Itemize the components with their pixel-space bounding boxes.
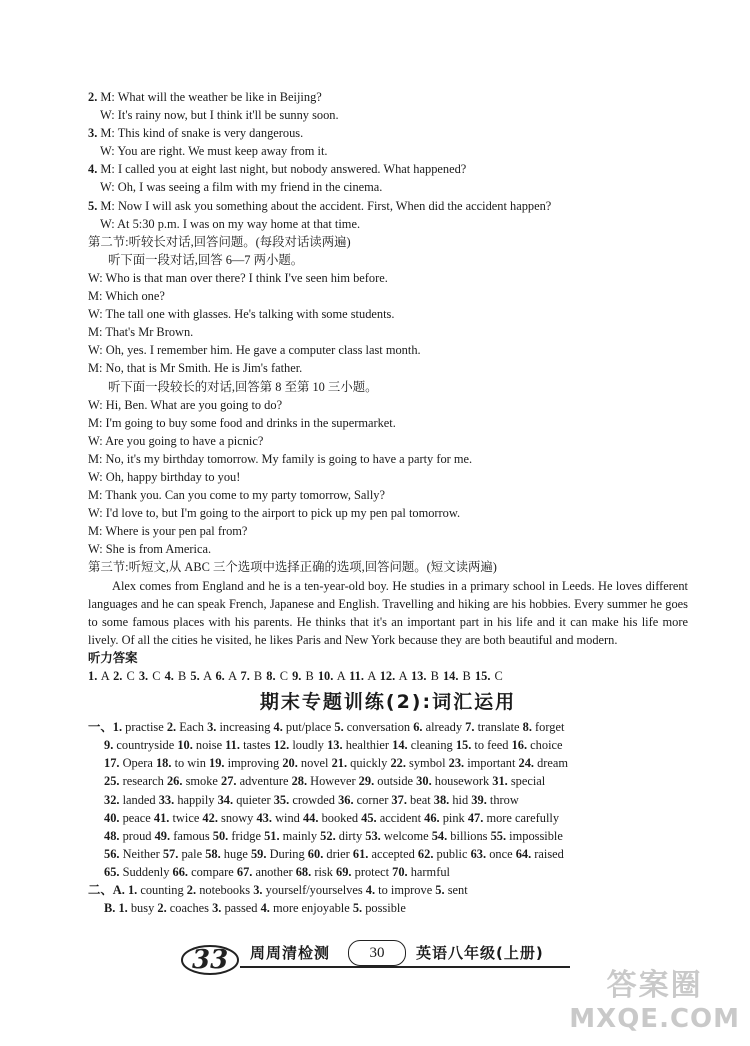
section-title: 期末专题训练(2):词汇运用 (259, 691, 517, 714)
part2-row-a (88, 881, 688, 899)
vocab-item: 43. wind (256, 810, 303, 825)
dialog-question: 3. M: This kind of snake is very dangerous. (88, 126, 304, 141)
vocab-item: 17. Opera (104, 756, 156, 771)
dialog-answer: W: At 5:30 p.m. I was on my way home at that time. (100, 216, 361, 231)
answer-item: 14. B (442, 669, 475, 683)
part2-item: 5. sent (435, 883, 468, 898)
vocab-item: 39. throw (471, 792, 519, 807)
vocab-item: 67. another (236, 864, 296, 879)
vocab-item: 59. During (250, 846, 308, 861)
vocab-item: 27. adventure (221, 774, 292, 789)
footer-book-title: 英语八年级(上册) (416, 944, 544, 962)
part2-item: 4. to improve (365, 883, 436, 898)
conversation-line: M: Which one? (88, 289, 165, 304)
dialog-number: 2. (88, 90, 98, 104)
part2-item: 3. passed (212, 901, 261, 916)
vocab-item: 21. quickly (331, 756, 391, 771)
conversation-2 (88, 396, 688, 559)
dialog-answer: W: Oh, I was seeing a film with my friend in the cinema. (100, 180, 383, 195)
vocab-item: 55. impossible (490, 828, 563, 843)
answer-item: 12. A (379, 669, 411, 683)
vocab-item: 14. cleaning (392, 738, 456, 753)
vocab-row (88, 791, 688, 809)
dialog-question: 5. M: Now I will ask you something about the accident. First, When did the accident happen? (88, 198, 552, 213)
answer-item: 5. A (190, 669, 216, 683)
conversation-line: M: That's Mr Brown. (88, 325, 194, 340)
part2-item: 1. counting (127, 883, 187, 898)
dialog-number: 4. (88, 162, 98, 177)
vocab-item: 20. novel (282, 756, 332, 771)
conversation-line: M: No, it's my birthday tomorrow. My family is going to have a party for me. (88, 451, 473, 466)
vocab-item: 25. research (104, 774, 167, 789)
answer-item: 11. A (349, 669, 380, 683)
answer-item: 3. C (138, 669, 165, 683)
conversation-line: W: Who is that man over there? I think I've seen him before. (88, 270, 388, 285)
vocab-row (88, 736, 688, 754)
part2-item: 2. coaches (157, 901, 213, 916)
answer-item: 4. B (164, 669, 191, 683)
section2-instruction-2: 听下面一段较长的对话,回答第 8 至第 10 三小题。 (108, 379, 378, 394)
part2-label: 二、 (88, 883, 113, 898)
vocab-item: 1. practise (112, 720, 167, 735)
vocab-item: 38. hid (433, 792, 472, 807)
conversation-line: M: Thank you. Can you come to my party tomorrow, Sally? (88, 488, 385, 503)
answer-item: 8. C (266, 669, 293, 683)
vocab-item: 58. huge (205, 846, 251, 861)
listening-answers (88, 667, 688, 685)
answer-item: 13. B (410, 669, 443, 683)
part2-row-b (88, 899, 688, 917)
dialog-number: 3. (88, 126, 98, 141)
vocab-item: 13. healthier (327, 738, 393, 753)
section3-heading: 第三节:听短文,从 ABC 三个选项中选择正确的选项,回答问题。(短文读两遍) (88, 560, 497, 575)
dialog-answer: W: It's rainy now, but I think it'll be sunny soon. (100, 108, 339, 123)
vocab-item: 48. proud (104, 828, 155, 843)
vocab-item: 49. famous (154, 828, 213, 843)
vocab-item: 44. booked (302, 810, 362, 825)
vocab-row (88, 863, 688, 881)
conversation-line: W: The tall one with glasses. He's talking with some students. (88, 307, 395, 322)
vocab-item: 24. dream (518, 756, 569, 771)
part2-answers (88, 881, 688, 917)
dialog-question: 2. M: What will the weather be like in Beijing? (88, 90, 322, 104)
vocab-item: 50. fridge (212, 828, 265, 843)
svg-text:33: 33 (192, 945, 229, 975)
vocab-item: 15. to feed (455, 738, 512, 753)
vocab-item: 63. once (470, 846, 516, 861)
answer-item: 1. A (88, 669, 114, 683)
part1-label: 一、 (88, 720, 113, 735)
vocab-item: 37. beat (391, 792, 434, 807)
vocab-item: 30. housework (416, 774, 493, 789)
dialog-answer: W: You are right. We must keep away from it. (100, 144, 328, 159)
vocab-row (88, 827, 688, 845)
vocab-item: 42. snowy (202, 810, 257, 825)
part2-item: 5. possible (352, 901, 406, 916)
conversation-line: W: Oh, happy birthday to you! (88, 469, 241, 484)
vocab-row (88, 772, 688, 790)
vocab-item: 47. more carefully (467, 810, 560, 825)
vocab-item: 61. accepted (352, 846, 418, 861)
dialog-list (88, 88, 688, 233)
vocab-item: 31. special (492, 774, 546, 789)
conversation-line: M: Where is your pen pal from? (88, 524, 248, 539)
vocabulary-answers (88, 718, 688, 881)
vocab-item: 5. conversation (334, 720, 414, 735)
vocab-item: 6. already (413, 720, 466, 735)
vocab-item: 68. risk (295, 864, 337, 879)
footer-rule (240, 966, 570, 968)
vocab-item: 53. welcome (365, 828, 432, 843)
vocab-item: 40. peace (104, 810, 154, 825)
vocab-item: 69. protect (336, 864, 393, 879)
listening-passage: Alex comes from England and he is a ten-year-old boy. He studies in a primary school in Leeds. He loves different languages and he can speak French, Japanese and English. Travelling and hiking are his hobbies. Every summer he goes to some famous places with his parents. He thinks that it's an important part in his life and it can make his life more lively. Of all the cities he visited, he likes Paris and New York because they are both beautiful and modern. (88, 578, 688, 647)
vocab-item: 8. forget (522, 720, 565, 735)
page-footer (180, 936, 570, 982)
vocab-item: 34. quieter (217, 792, 274, 807)
vocab-item: 64. raised (515, 846, 564, 861)
answers-heading: 听力答案 (88, 650, 138, 665)
vocab-item: 51. mainly (264, 828, 321, 843)
vocab-item: 2. Each (166, 720, 208, 735)
part2-item: 2. notebooks (186, 883, 254, 898)
dialog-number: 5. (88, 198, 98, 213)
answer-item: 10. A (317, 669, 350, 683)
vocab-item: 41. twice (153, 810, 203, 825)
vocab-item: 16. choice (511, 738, 563, 753)
vocab-item: 9. countryside (104, 738, 178, 753)
vocab-item: 66. compare (172, 864, 237, 879)
vocab-item: 32. landed (104, 792, 159, 807)
vocab-item: 65. Suddenly (104, 864, 173, 879)
vocab-item: 3. increasing (207, 720, 274, 735)
dialog-question: 4. M: I called you at eight last night, but nobody answered. What happened? (88, 162, 467, 177)
vocab-item: 35. crowded (273, 792, 339, 807)
vocab-row (88, 754, 688, 772)
conversation-line: W: She is from America. (88, 542, 212, 557)
conversation-line: M: I'm going to buy some food and drinks in the supermarket. (88, 415, 396, 430)
vocab-item: 45. accident (361, 810, 425, 825)
answer-item: 6. A (215, 669, 241, 683)
answer-item: 9. B (292, 669, 318, 683)
conversation-1 (88, 269, 688, 378)
vocab-item: 26. smoke (166, 774, 222, 789)
page-number: 30 (348, 940, 406, 966)
page-content (88, 88, 688, 917)
brand-logo-icon (180, 936, 244, 980)
part2-a-label: A. (112, 883, 128, 898)
conversation-line: W: Oh, yes. I remember him. He gave a computer class last month. (88, 343, 421, 358)
section2-instruction-1: 听下面一段对话,回答 6—7 两小题。 (108, 252, 304, 267)
vocab-row (88, 809, 688, 827)
conversation-line: M: No, that is Mr Smith. He is Jim's father. (88, 361, 303, 376)
watermark: 答案圈 MXQE.COM (569, 968, 740, 1034)
vocab-item: 28. However (291, 774, 359, 789)
part2-item: 4. more enjoyable (260, 901, 353, 916)
vocab-item: 60. drier (307, 846, 353, 861)
vocab-item: 4. put/place (273, 720, 335, 735)
section2-heading: 第二节:听较长对话,回答问题。(每段对话读两遍) (88, 234, 351, 249)
vocab-item: 18. to win (155, 756, 209, 771)
vocab-item: 62. public (417, 846, 471, 861)
part2-b-label: B. (104, 901, 119, 916)
vocab-item: 12. loudly (273, 738, 328, 753)
answer-item: 7. B (240, 669, 267, 683)
part2-item: 1. busy (118, 901, 158, 916)
vocab-item: 52. dirty (320, 828, 366, 843)
conversation-line: W: Are you going to have a picnic? (88, 433, 264, 448)
conversation-line: W: Hi, Ben. What are you going to do? (88, 397, 283, 412)
vocab-item: 19. improving (209, 756, 283, 771)
vocab-item: 10. noise (177, 738, 226, 753)
vocab-item: 56. Neither (104, 846, 163, 861)
vocab-item: 23. important (448, 756, 519, 771)
vocab-row (88, 845, 688, 863)
vocab-item: 54. billions (431, 828, 491, 843)
vocab-item: 46. pink (424, 810, 468, 825)
vocab-item: 36. corner (338, 792, 392, 807)
vocab-item: 70. harmful (392, 864, 450, 879)
answer-item: 15. C (474, 669, 503, 683)
vocab-item: 7. translate (465, 720, 523, 735)
vocab-item: 11. tastes (225, 738, 274, 753)
conversation-line: W: I'd love to, but I'm going to the airport to pick up my pen pal tomorrow. (88, 506, 461, 521)
answer-item: 2. C (113, 669, 139, 683)
vocab-item: 22. symbol (390, 756, 449, 771)
footer-series-title: 周周清检测 (250, 944, 331, 962)
vocab-item: 29. outside (358, 774, 417, 789)
part2-item: 3. yourself/yourselves (253, 883, 366, 898)
vocab-row (88, 718, 688, 736)
vocab-item: 57. pale (162, 846, 206, 861)
vocab-item: 33. happily (158, 792, 218, 807)
